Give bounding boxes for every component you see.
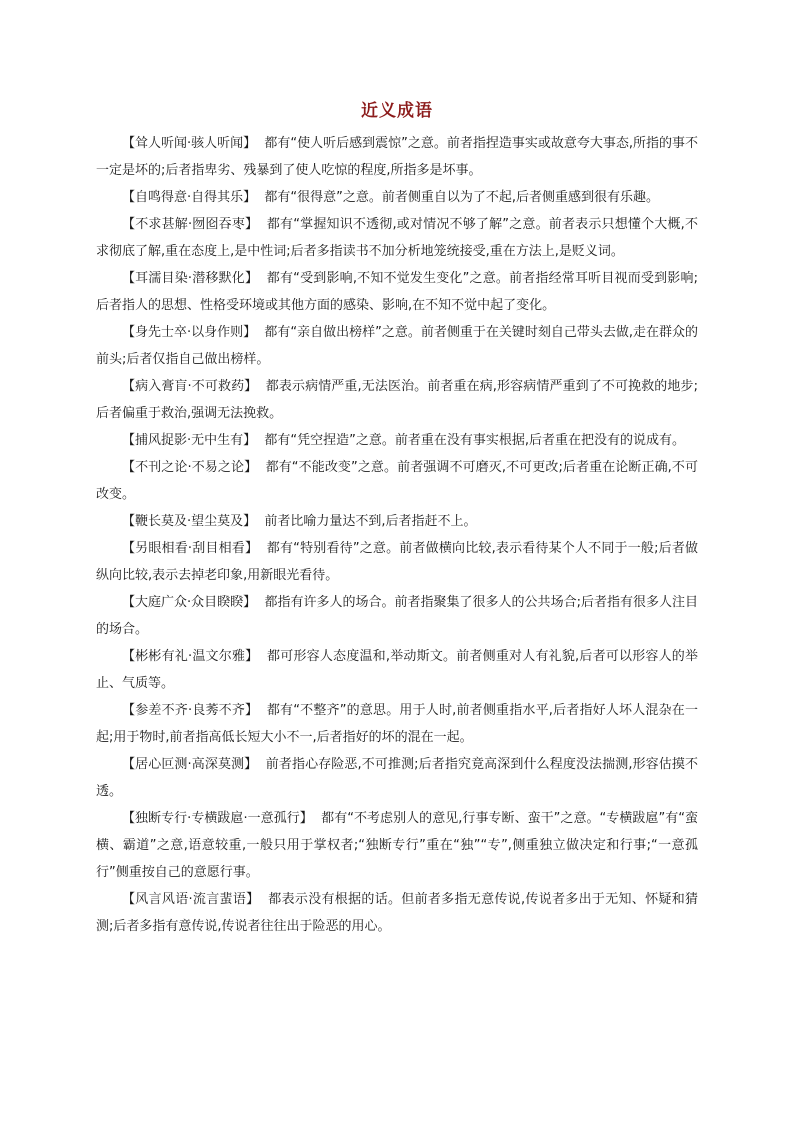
entry-text: 都有“不整齐”的意思。用于人时,前者侧重指水平,后者指好人坏人混杂在一起;用于物时,前者指高低长短大小不一,后者指好的坏的混在一起。 <box>96 703 698 745</box>
entry-term: 【居心叵测·高深莫测】 <box>122 757 258 772</box>
entry-text: 都有“不考虑别人的意见,行事专断、蛮干”之意。“专横跋扈”有“蛮横、霸道”之意,语意较重,一般只用于掌权者;“独断专行”重在“独”“专”,侧重独立做决定和行事;“一意孤行”侧重按自己的意愿行事。 <box>96 811 699 880</box>
entry-item <box>96 643 698 697</box>
entry-item <box>96 265 698 319</box>
entry-item <box>96 697 698 751</box>
entry-item <box>96 373 698 427</box>
entry-term: 【另眼相看·刮目相看】 <box>122 541 259 556</box>
entry-item <box>96 427 698 454</box>
entry-term: 【耸人听闻·骇人听闻】 <box>122 136 257 151</box>
entry-item <box>96 454 698 508</box>
entry-item <box>96 211 698 265</box>
entry-item <box>96 535 698 589</box>
entry-item <box>96 508 698 535</box>
entry-text: 都有“掌握知识不透彻,或对情况不够了解”之意。前者表示只想懂个大概,不求彻底了解,重在态度上,是中性词;后者多指读书不加分析地笼统接受,重在方法上,是贬义词。 <box>96 217 698 259</box>
entry-term: 【大庭广众·众目睽睽】 <box>122 595 257 610</box>
entry-item <box>96 184 698 211</box>
entry-text: 都有“亲自做出榜样”之意。前者侧重于在关键时刻自己带头去做,走在群众的前头;后者仅指自己做出榜样。 <box>96 325 699 367</box>
entry-text: 都指有许多人的场合。前者指聚集了很多人的公共场合;后者指有很多人注目的场合。 <box>96 595 698 637</box>
entry-term: 【耳濡目染·潜移默化】 <box>122 271 259 286</box>
entry-list <box>96 130 698 940</box>
entry-term: 【捕风捉影·无中生有】 <box>122 433 257 448</box>
entry-term: 【独断专行·专横跋扈·一意孤行】 <box>122 811 313 826</box>
entry-term: 【不刊之论·不易之论】 <box>122 460 258 475</box>
entry-text: 都有“不能改变”之意。前者强调不可磨灭,不可更改;后者重在论断正确,不可改变。 <box>96 460 698 502</box>
entry-term: 【风言风语·流言蜚语】 <box>122 892 260 907</box>
entry-item <box>96 589 698 643</box>
entry-term: 【不求甚解·囫囵吞枣】 <box>122 217 259 232</box>
entry-item <box>96 130 698 184</box>
entry-text: 都表示没有根据的话。但前者多指无意传说,传说者多出于无知、怀疑和猜测;后者多指有意传说,传说者往往出于险恶的用心。 <box>96 892 698 934</box>
entry-item <box>96 319 698 373</box>
entry-text: 都有“特别看待”之意。前者做横向比较,表示看待某个人不同于一般;后者做纵向比较,表示去掉老印象,用新眼光看待。 <box>96 541 699 583</box>
entry-term: 【病入膏肓·不可救药】 <box>122 379 258 394</box>
entry-item <box>96 751 698 805</box>
entry-text: 都可形容人态度温和,举动斯文。前者侧重对人有礼貌,后者可以形容人的举止、气质等。 <box>96 649 699 691</box>
entry-text: 都有“很得意”之意。前者侧重自以为了不起,后者侧重感到很有乐趣。 <box>264 190 660 205</box>
entry-text: 都表示病情严重,无法医治。前者重在病,形容病情严重到了不可挽救的地步;后者偏重于救治,强调无法挽救。 <box>96 379 698 421</box>
entry-text: 都有“凭空捏造”之意。前者重在没有事实根据,后者重在把没有的说成有。 <box>264 433 686 448</box>
entry-term: 【鞭长莫及·望尘莫及】 <box>122 514 257 529</box>
entry-item <box>96 805 698 886</box>
entry-text: 都有“使人听后感到震惊”之意。前者指捏造事实或故意夸大事态,所指的事不一定是坏的;后者指卑劣、残暴到了使人吃惊的程度,所指多是坏事。 <box>96 136 699 178</box>
entry-term: 【参差不齐·良莠不齐】 <box>122 703 259 718</box>
entry-text: 都有“受到影响,不知不觉发生变化”之意。前者指经常耳听目视而受到影响;后者指人的思想、性格受环境或其他方面的感染、影响,在不知不觉中起了变化。 <box>96 271 699 313</box>
entry-item <box>96 886 698 940</box>
entry-term: 【自鸣得意·自得其乐】 <box>122 190 257 205</box>
page-title: 近义成语 <box>361 101 433 121</box>
entry-term: 【彬彬有礼·温文尔雅】 <box>122 649 259 664</box>
entry-text: 前者指心存险恶,不可推测;后者指究竟高深到什么程度没法揣测,形容估摸不透。 <box>96 757 698 799</box>
entry-term: 【身先士卒·以身作则】 <box>122 325 257 340</box>
entry-text: 前者比喻力量达不到,后者指赶不上。 <box>264 514 477 529</box>
